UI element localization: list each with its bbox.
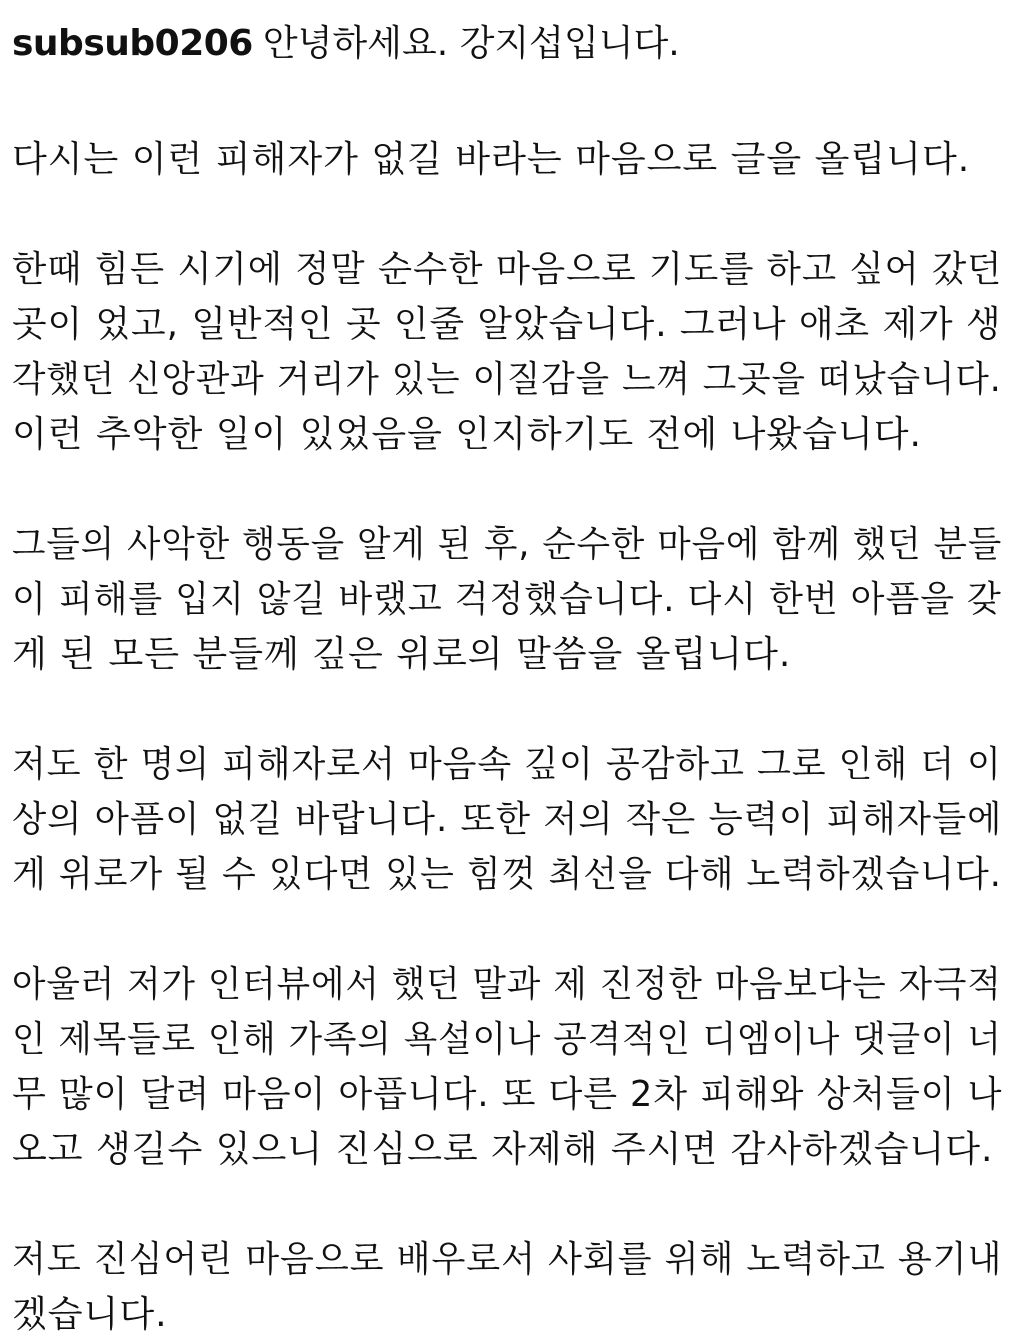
- username[interactable]: subsub0206: [12, 23, 253, 64]
- text-line: 겠습니다.: [12, 1294, 168, 1335]
- text-line: 인 제목들로 인해 가족의 욕설이나 공격적인 디엠이나 댓글이 너: [12, 1019, 1002, 1060]
- caption-first-line: [12, 22, 1002, 66]
- text-line: 무 많이 달려 마음이 아픕니다. 또 다른 2차 피해와 상처들이 나: [12, 1074, 1003, 1115]
- text-line: 상의 아픔이 없길 바랍니다. 또한 저의 작은 능력이 피해자들에: [12, 799, 1003, 840]
- text-line: 아울러 저가 인터뷰에서 했던 말과 제 진정한 마음보다는 자극적: [12, 964, 1002, 1005]
- text-line: 그들의 사악한 행동을 알게 된 후, 순수한 마음에 함께 했던 분들: [12, 524, 1003, 565]
- text-line: 한때 힘든 시기에 정말 순수한 마음으로 기도를 하고 싶어 갔던: [12, 249, 1003, 290]
- paragraph-3: [12, 517, 1002, 682]
- greeting-text: 안녕하세요. 강지섭입니다.: [262, 23, 680, 64]
- paragraph-6: [12, 1232, 1002, 1342]
- paragraph-5: [12, 957, 1002, 1177]
- text-line: 다시는 이런 피해자가 없길 바라는 마음으로 글을 올립니다.: [12, 139, 971, 180]
- text-line: 저도 진심어린 마음으로 배우로서 사회를 위해 노력하고 용기내: [12, 1239, 1003, 1280]
- paragraph-1: [12, 132, 1002, 187]
- paragraph-4: [12, 737, 1002, 902]
- text-line: 각했던 신앙관과 거리가 있는 이질감을 느껴 그곳을 떠났습니다.: [12, 359, 1002, 400]
- text-line: 이런 추악한 일이 있었음을 인지하기도 전에 나왔습니다.: [12, 414, 922, 455]
- text-line: 오고 생길수 있으니 진심으로 자제해 주시면 감사하겠습니다.: [12, 1129, 994, 1170]
- paragraph-2: [12, 242, 1002, 462]
- text-line: 저도 한 명의 피해자로서 마음속 깊이 공감하고 그로 인해 더 이: [12, 744, 1002, 785]
- post-caption: [12, 22, 1002, 1342]
- text-line: 이 피해를 입지 않길 바랬고 걱정했습니다. 다시 한번 아픔을 갖: [12, 579, 1002, 620]
- text-line: 게 된 모든 분들께 깊은 위로의 말씀을 올립니다.: [12, 634, 792, 675]
- text-line: 곳이 었고, 일반적인 곳 인줄 알았습니다. 그러나 애초 제가 생: [12, 304, 1002, 345]
- text-line: 게 위로가 될 수 있다면 있는 힘껏 최선을 다해 노력하겠습니다.: [12, 854, 1002, 895]
